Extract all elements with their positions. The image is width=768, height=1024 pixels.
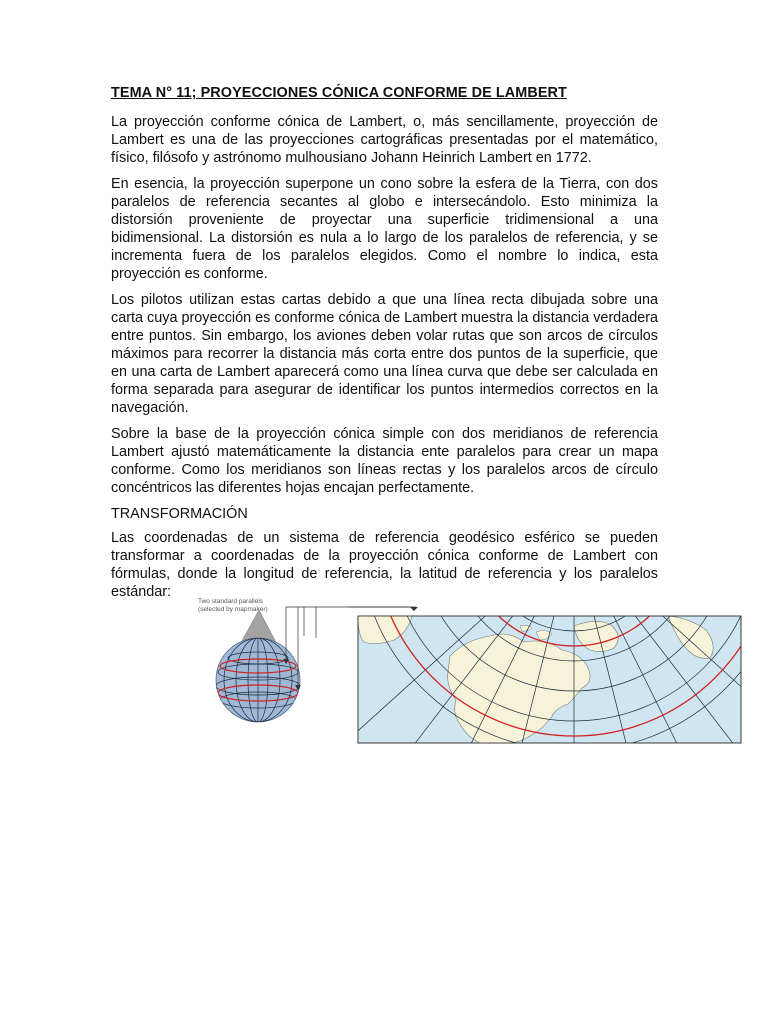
- figure-caption-line-2: (selected by mapmaker): [198, 606, 268, 613]
- document-page: [111, 84, 658, 609]
- paragraph-pilots: Los pilotos utilizan estas cartas debido a que una línea recta dibujada sobre una carta cuya proyección es conforme cónica de Lambert muestra la distancia verdadera entre puntos. Sin embargo, los aviones deben volar rutas que son arcos de círculos máximos para recorrer la distancia más corta entre dos puntos de la superficie, que en una carta de Lambert aparecerá como una línea curva que debe ser calculada en forma separada para asegurar de identificar los puntos intermedios correctos en la navegación.: [111, 292, 658, 416]
- pointer-arrow-1: [410, 607, 418, 611]
- paragraph-essence: En esencia, la proyección superpone un cono sobre la esfera de la Tierra, con dos paralelos de referencia secantes al globo e intersecándolo. Esto minimiza la distorsión proveniente de proyectar una superficie tridimensional a una bidimensional. La distorsión es nula a lo largo de los paralelos de referencia, y se incrementa fuera de los paralelos elegidos. Como el nombre lo indica, esta proyección es conforme.: [111, 176, 658, 282]
- lambert-projection-illustration: [190, 596, 742, 746]
- lambert-projection-figure: [190, 596, 742, 746]
- paragraph-intro: La proyección conforme cónica de Lambert, o, más sencillamente, proyección de Lambert es una de las proyecciones cartográficas presentadas por el matemático, físico, filósofo y astrónomo mulhousiano Johann Heinrich Lambert en 1772.: [111, 114, 658, 166]
- document-title: TEMA N° 11; PROYECCIONES CÓNICA CONFORME DE LAMBERT: [111, 85, 567, 101]
- section-heading-transformation: TRANSFORMACIÓN: [111, 506, 248, 522]
- paragraph-transformation: Las coordenadas de un sistema de referencia geodésico esférico se pueden transformar a coordenadas de la proyección cónica conforme de Lambert con fórmulas, donde la longitud de referencia, la latitud de referencia y los paralelos estándar:: [111, 530, 658, 600]
- figure-caption-line-1: Two standard parallels: [198, 598, 264, 605]
- paragraph-meridians: Sobre la base de la proyección cónica simple con dos meridianos de referencia Lambert ajustó matemáticamente la distancia ente paralelos para crear un mapa conforme. Como los meridianos son líneas rectas y los paralelos arcos de círculo concéntricos las diferentes hojas encajan perfectamente.: [111, 426, 658, 496]
